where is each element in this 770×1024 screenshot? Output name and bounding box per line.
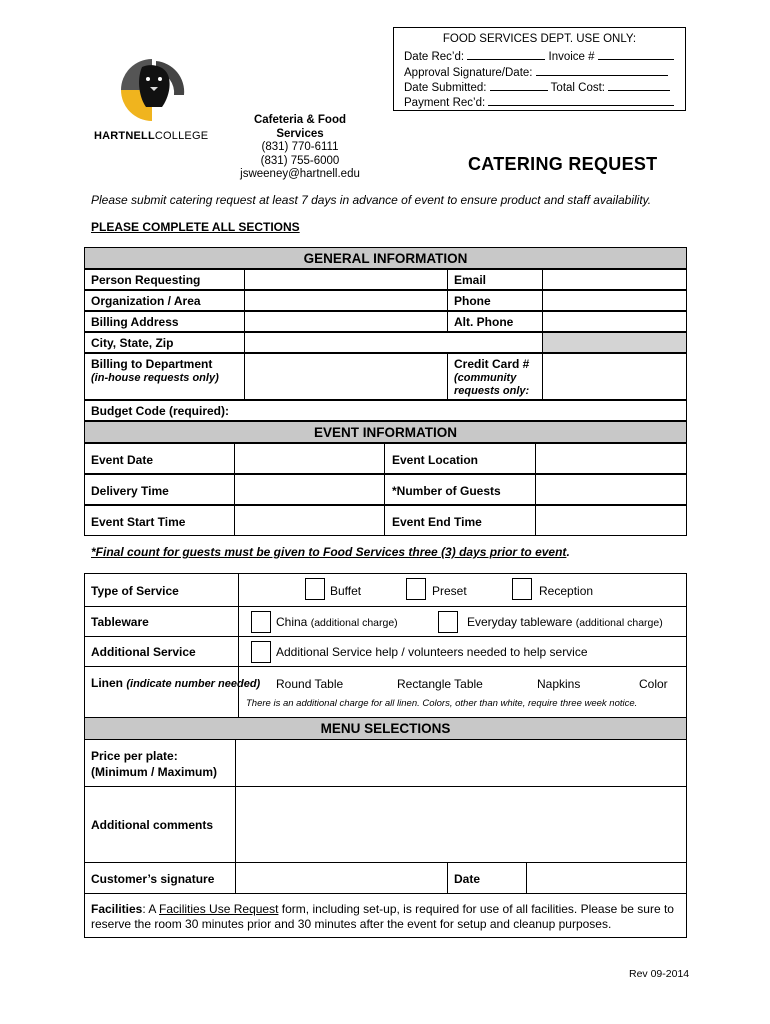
invoice-blank[interactable] bbox=[598, 49, 674, 60]
preset-checkbox[interactable] bbox=[406, 578, 426, 600]
linen-label-cell bbox=[84, 666, 261, 718]
email-label-cell bbox=[447, 269, 543, 290]
billing-department-label-cell bbox=[84, 353, 245, 400]
department-name: Cafeteria & Food Services bbox=[253, 114, 346, 140]
total-cost-label: Total Cost: bbox=[550, 82, 605, 94]
additional-service-text: Additional Service help / volunteers needed to help service bbox=[276, 645, 588, 659]
round-table-label: Round Table bbox=[276, 677, 344, 691]
city-state-zip-label: City, State, Zip bbox=[91, 336, 174, 350]
alt-phone-label: Alt. Phone bbox=[454, 315, 514, 329]
date-received-blank[interactable] bbox=[467, 49, 545, 60]
facilities-use-request-link[interactable]: Facilities Use Request bbox=[159, 902, 279, 916]
approval-label: Approval Signature/Date: bbox=[404, 67, 533, 79]
contact-email: jsweeney@hartnell.edu bbox=[240, 168, 360, 180]
signature-date-label-cell bbox=[447, 862, 527, 894]
event-information-header: EVENT INFORMATION bbox=[84, 421, 687, 443]
billing-address-label: Billing Address bbox=[91, 315, 179, 329]
price-per-plate-field[interactable] bbox=[235, 739, 687, 787]
billing-department-note: (in-house requests only) bbox=[91, 372, 219, 384]
delivery-time-label: Delivery Time bbox=[91, 484, 169, 498]
everyday-tableware-label: Everyday tableware (additional charge) bbox=[467, 615, 663, 629]
date-submitted-label: Date Submitted: bbox=[404, 82, 487, 94]
signature-date-field[interactable] bbox=[526, 862, 687, 894]
complete-all-sections: PLEASE COMPLETE ALL SECTIONS bbox=[91, 220, 300, 234]
credit-card-note: (community requests only: bbox=[454, 372, 530, 397]
budget-code-label: Budget Code (required): bbox=[91, 404, 229, 418]
event-date-field[interactable] bbox=[234, 443, 385, 474]
payment-received-label: Payment Rec’d: bbox=[404, 97, 486, 109]
billing-address-field[interactable] bbox=[244, 311, 448, 332]
number-of-guests-label: *Number of Guests bbox=[392, 484, 501, 498]
logo-text-college: COLLEGE bbox=[154, 130, 209, 142]
everyday-tableware-checkbox[interactable] bbox=[438, 611, 458, 633]
contact-block bbox=[230, 114, 370, 182]
additional-service-label-cell bbox=[84, 636, 239, 667]
person-requesting-label-cell bbox=[84, 269, 245, 290]
color-label: Color bbox=[639, 677, 668, 691]
credit-card-label: Credit Card # bbox=[454, 357, 530, 371]
napkins-label: Napkins bbox=[537, 677, 581, 691]
number-of-guests-field[interactable] bbox=[535, 474, 687, 505]
china-checkbox[interactable] bbox=[251, 611, 271, 633]
type-of-service-label: Type of Service bbox=[91, 584, 179, 598]
email-field[interactable] bbox=[542, 269, 687, 290]
price-per-plate-label-cell bbox=[84, 739, 236, 787]
linen-charge-note: There is an additional charge for all linen. Colors, other than white, require three week notice. bbox=[246, 698, 638, 709]
price-per-plate-label: Price per plate: bbox=[91, 749, 178, 763]
billing-department-label: Billing to Department bbox=[91, 357, 213, 371]
reception-label: Reception bbox=[539, 584, 594, 598]
customer-signature-label: Customer’s signature bbox=[91, 872, 215, 886]
china-label: China (additional charge) bbox=[276, 615, 398, 629]
delivery-time-field[interactable] bbox=[234, 474, 385, 505]
facilities-text: form, including set-up, is required for use of all facilities. Please be sure to reserve the room 30 minutes prior and 30 minutes after the event for setup and cleanup purposes. bbox=[91, 902, 674, 931]
credit-card-label-cell bbox=[447, 353, 543, 400]
facilities-notice bbox=[84, 893, 687, 938]
billing-address-label-cell bbox=[84, 311, 245, 332]
phone-2: (831) 755-6000 bbox=[260, 154, 340, 167]
total-cost-blank[interactable] bbox=[608, 80, 670, 91]
budget-code-field[interactable] bbox=[84, 400, 687, 421]
advance-notice: Please submit catering request at least 7 days in advance of event to ensure product and staff availability. bbox=[91, 193, 652, 207]
office-use-box bbox=[393, 27, 686, 111]
invoice-label: Invoice # bbox=[548, 51, 595, 63]
revision-label: Rev 09-2014 bbox=[629, 968, 690, 980]
price-min-max-label: (Minimum / Maximum) bbox=[91, 765, 218, 779]
customer-signature-field[interactable] bbox=[235, 862, 448, 894]
phone-1: (831) 770-6111 bbox=[261, 141, 339, 153]
event-end-label: Event End Time bbox=[392, 515, 482, 529]
alt-phone-field[interactable] bbox=[542, 311, 687, 332]
reception-checkbox[interactable] bbox=[512, 578, 532, 600]
type-of-service-label-cell bbox=[84, 573, 239, 607]
alt-phone-label-cell bbox=[447, 311, 543, 332]
form-title: CATERING REQUEST bbox=[468, 154, 658, 174]
additional-comments-field[interactable] bbox=[235, 786, 687, 863]
event-start-label-cell bbox=[84, 505, 235, 536]
facilities-pre: : A bbox=[142, 902, 160, 916]
person-requesting-field[interactable] bbox=[244, 269, 448, 290]
final-count-notice bbox=[91, 545, 570, 559]
number-of-guests-label-cell bbox=[384, 474, 536, 505]
tableware-label-cell bbox=[84, 606, 239, 637]
billing-department-field[interactable] bbox=[244, 353, 448, 400]
preset-label: Preset bbox=[432, 584, 467, 598]
event-location-field[interactable] bbox=[535, 443, 687, 474]
type-of-service-options bbox=[238, 573, 687, 607]
office-use-title: FOOD SERVICES DEPT. USE ONLY: bbox=[442, 33, 637, 45]
phone-field[interactable] bbox=[542, 290, 687, 311]
logo-wordmark bbox=[94, 130, 208, 142]
logo-text-hartnell: HARTNELL bbox=[94, 130, 155, 142]
event-end-field[interactable] bbox=[535, 505, 687, 536]
customer-signature-label-cell bbox=[84, 862, 236, 894]
phone-label-cell bbox=[447, 290, 543, 311]
final-count-text: *Final count for guests must be given to Food Services three (3) days prior to event bbox=[91, 545, 567, 559]
approval-blank[interactable] bbox=[536, 65, 668, 76]
buffet-label: Buffet bbox=[330, 584, 362, 598]
event-date-label: Event Date bbox=[91, 453, 154, 467]
credit-card-field[interactable] bbox=[542, 353, 687, 400]
event-start-label: Event Start Time bbox=[91, 515, 186, 529]
facilities-label: Facilities bbox=[91, 902, 143, 916]
buffet-checkbox[interactable] bbox=[305, 578, 325, 600]
additional-service-label: Additional Service bbox=[91, 645, 196, 659]
organization-label: Organization / Area bbox=[91, 294, 201, 308]
delivery-time-label-cell bbox=[84, 474, 235, 505]
tableware-label: Tableware bbox=[91, 615, 149, 629]
additional-service-checkbox[interactable] bbox=[251, 641, 271, 663]
payment-received-blank[interactable] bbox=[488, 95, 674, 106]
event-end-label-cell bbox=[384, 505, 536, 536]
email-label: Email bbox=[454, 273, 487, 287]
city-state-zip-shaded-cell bbox=[542, 332, 687, 353]
menu-selections-header: MENU SELECTIONS bbox=[84, 717, 687, 740]
person-requesting-label: Person Requesting bbox=[91, 273, 201, 287]
linen-options[interactable] bbox=[238, 666, 687, 718]
date-received-label: Date Rec’d: bbox=[404, 51, 465, 63]
additional-comments-label: Additional comments bbox=[91, 818, 214, 832]
rectangle-table-label: Rectangle Table bbox=[397, 677, 483, 691]
final-count-period: . bbox=[566, 545, 570, 559]
additional-service-options bbox=[238, 636, 687, 667]
tableware-options bbox=[238, 606, 687, 637]
date-submitted-blank[interactable] bbox=[490, 80, 548, 91]
event-date-label-cell bbox=[84, 443, 235, 474]
linen-label: Linen (indicate number needed) bbox=[91, 676, 261, 690]
city-state-zip-label-cell bbox=[84, 332, 245, 353]
organization-label-cell bbox=[84, 290, 245, 311]
city-state-zip-field[interactable] bbox=[244, 332, 543, 353]
event-location-label-cell bbox=[384, 443, 536, 474]
hartnell-panther-logo bbox=[112, 55, 192, 125]
general-information-header: GENERAL INFORMATION bbox=[84, 247, 687, 269]
organization-field[interactable] bbox=[244, 290, 448, 311]
event-location-label: Event Location bbox=[392, 453, 479, 467]
phone-label: Phone bbox=[454, 294, 491, 308]
signature-date-label: Date bbox=[454, 872, 481, 886]
event-start-field[interactable] bbox=[234, 505, 385, 536]
additional-comments-label-cell bbox=[84, 786, 236, 863]
